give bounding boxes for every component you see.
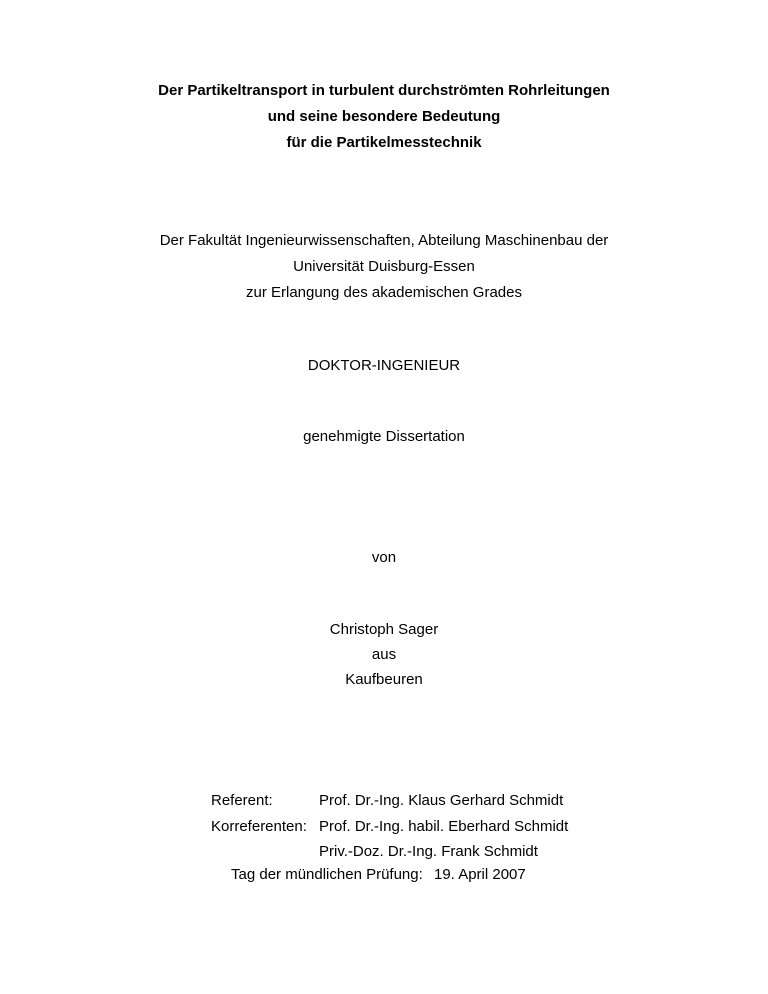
dissertation-type: genehmigte Dissertation	[303, 428, 465, 445]
korreferenten-label: Korreferenten:	[211, 818, 307, 835]
exam-date: 19. April 2007	[434, 866, 526, 883]
degree: DOKTOR-INGENIEUR	[307, 357, 461, 374]
korreferent-1-name: Prof. Dr.-Ing. habil. Eberhard Schmidt	[319, 818, 569, 835]
faculty-line-1: Der Fakultät Ingenieurwissenschaften, Abteilung Maschinenbau der	[159, 232, 609, 249]
author-name: Christoph Sager	[329, 621, 439, 638]
author-from-label: aus	[371, 646, 397, 663]
by-label: von	[371, 549, 397, 566]
referent-name: Prof. Dr.-Ing. Klaus Gerhard Schmidt	[319, 792, 564, 809]
korreferent-2-name: Priv.-Doz. Dr.-Ing. Frank Schmidt	[319, 843, 538, 860]
referent-label: Referent:	[211, 792, 273, 809]
title-line-1: Der Partikeltransport in turbulent durchströmten Rohrleitungen	[158, 82, 610, 99]
faculty-line-3: zur Erlangung des akademischen Grades	[246, 284, 522, 301]
faculty-line-2: Universität Duisburg-Essen	[293, 258, 475, 275]
author-hometown: Kaufbeuren	[345, 671, 423, 688]
title-line-3: für die Partikelmesstechnik	[286, 134, 482, 151]
title-line-2: und seine besondere Bedeutung	[267, 108, 501, 125]
exam-date-label: Tag der mündlichen Prüfung:	[231, 866, 423, 883]
